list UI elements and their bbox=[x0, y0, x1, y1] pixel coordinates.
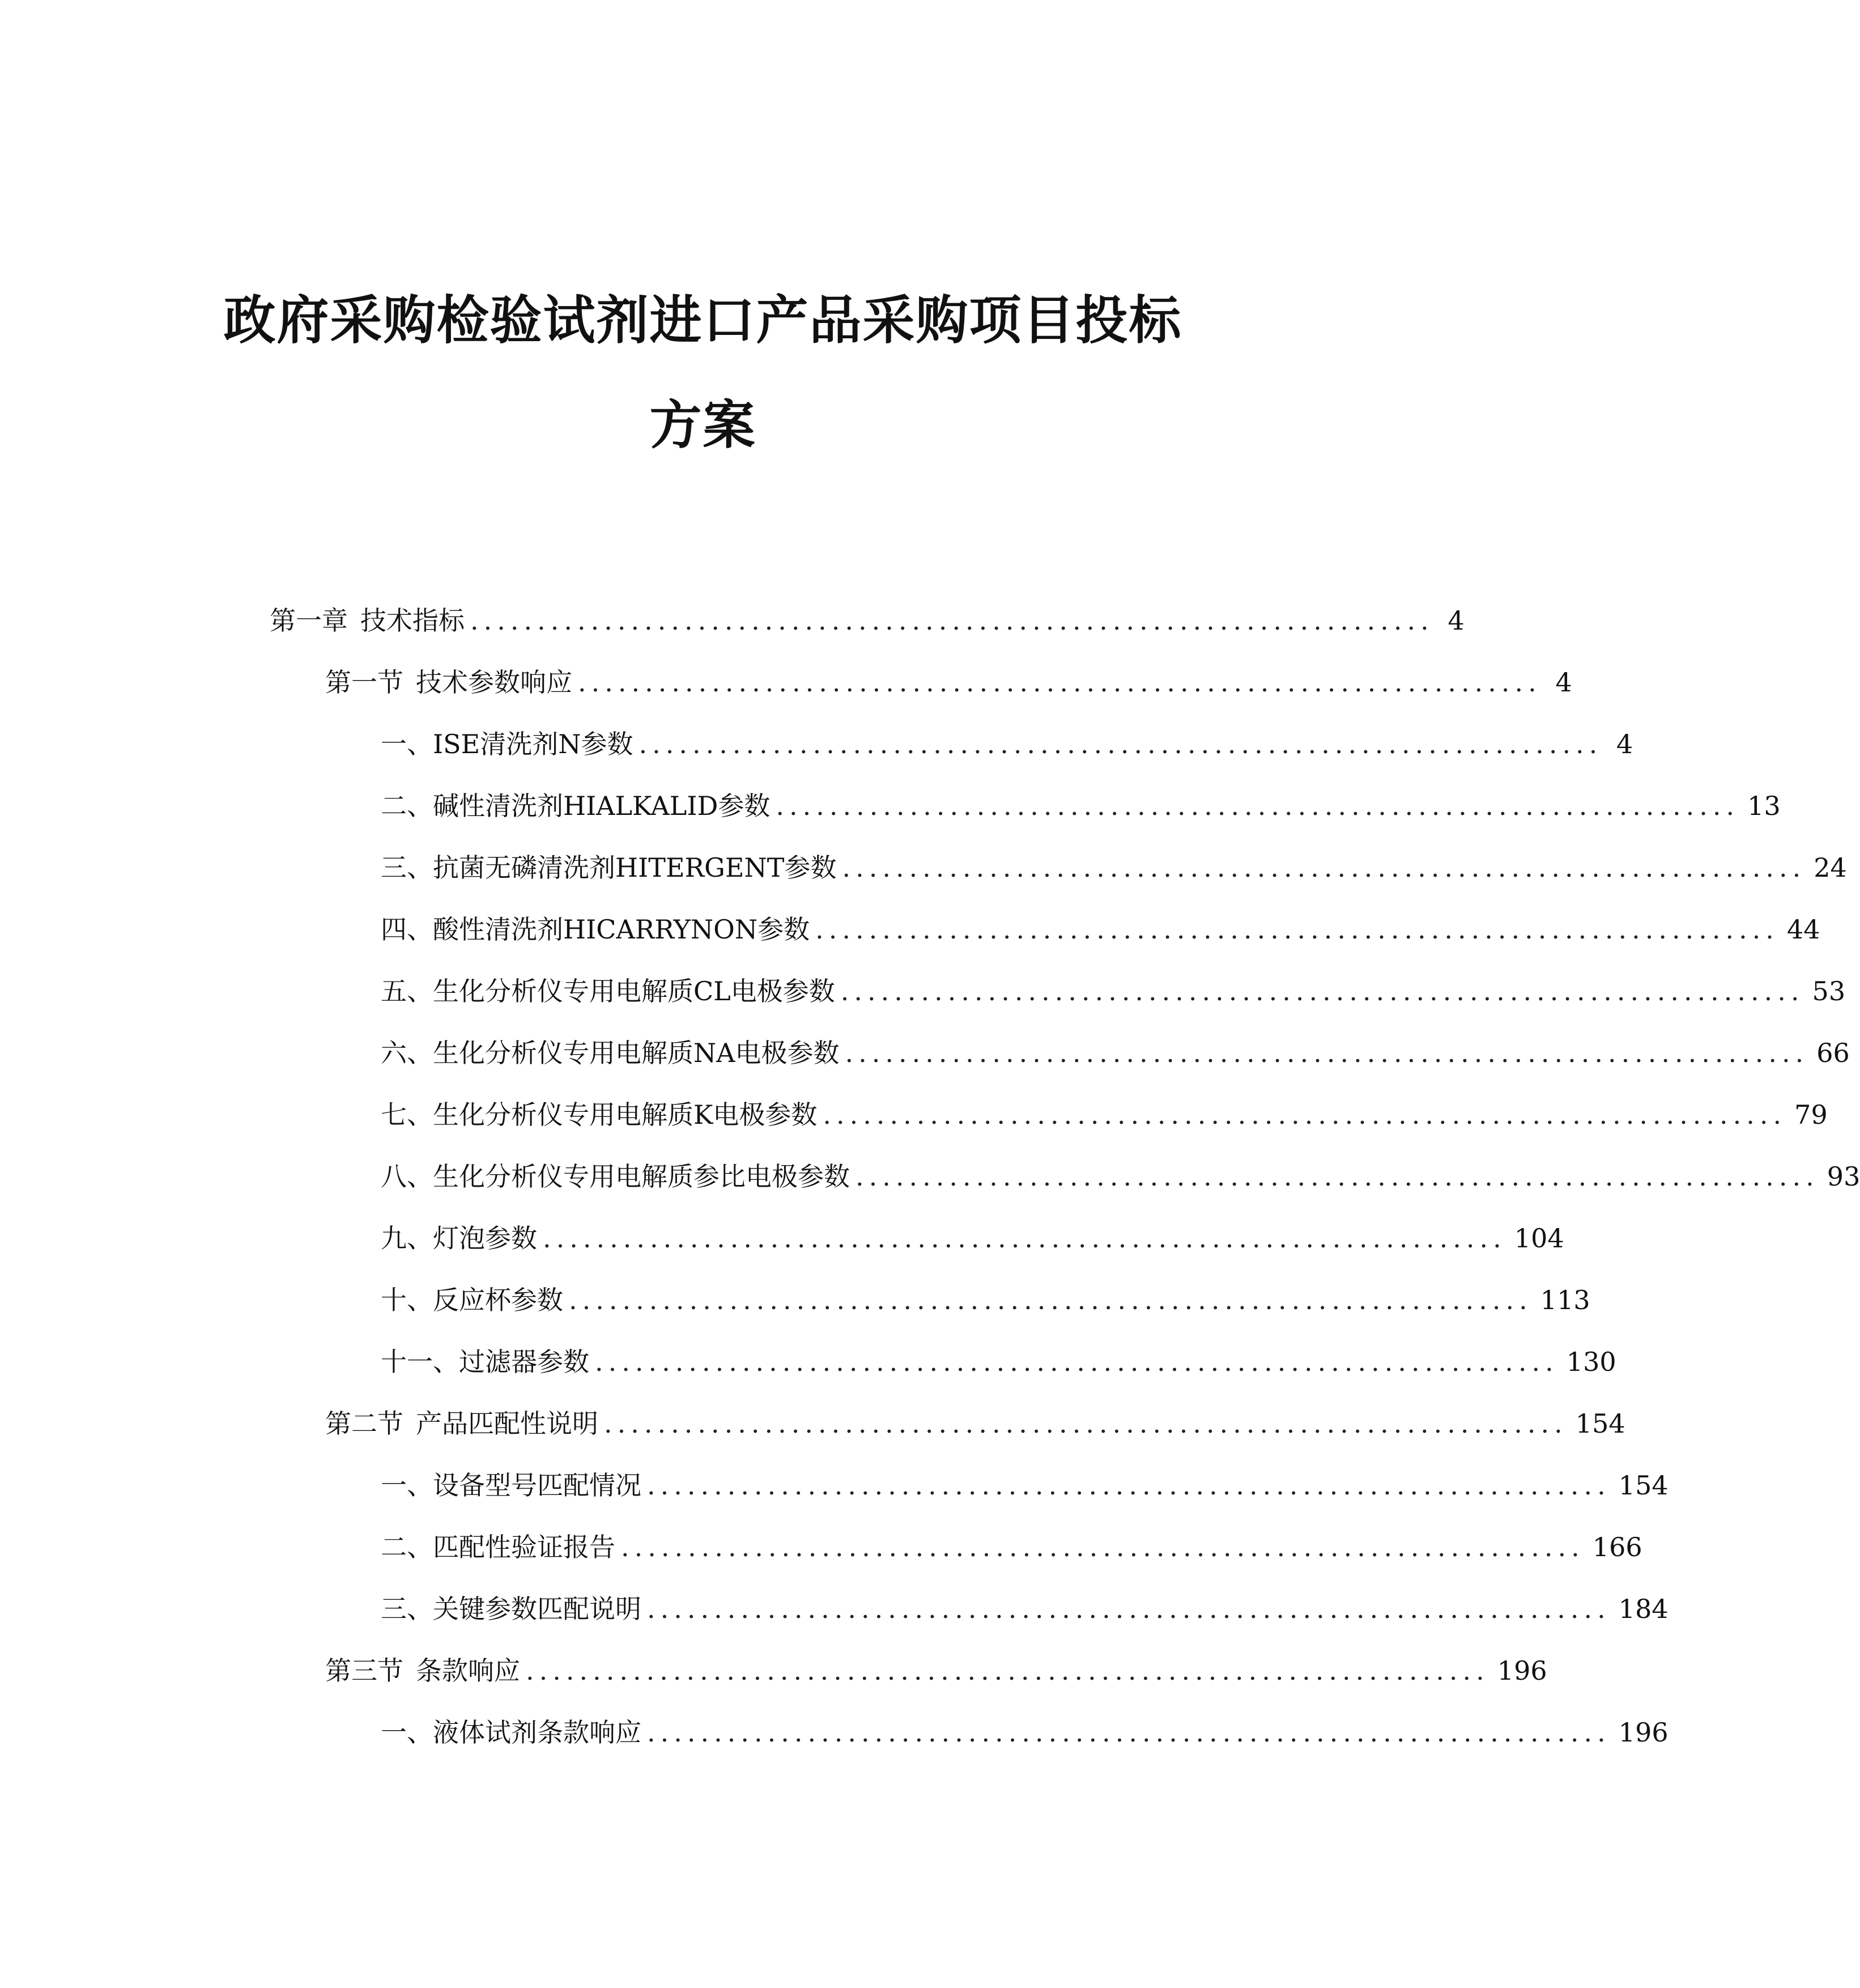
toc-entry-page: 184 bbox=[1618, 1594, 1669, 1624]
toc-entry-item[interactable] bbox=[381, 1589, 1669, 1629]
toc-dot-leader: ........................................................................ bbox=[526, 1655, 1489, 1686]
toc-entry-number: 一、 bbox=[381, 729, 433, 759]
toc-entry-item[interactable] bbox=[381, 971, 1846, 1011]
toc-entry-label: 关键参数匹配说明 bbox=[433, 1594, 641, 1624]
toc-entry-page: 104 bbox=[1514, 1223, 1564, 1254]
toc-entry-label: 灯泡参数 bbox=[433, 1223, 537, 1254]
toc-entry-page: 44 bbox=[1786, 914, 1820, 945]
toc-entry-number: 三、 bbox=[381, 852, 433, 883]
toc-entry-label: 反应杯参数 bbox=[433, 1285, 563, 1315]
toc-entry-page: 113 bbox=[1540, 1285, 1590, 1315]
toc-entry-label: 产品匹配性说明 bbox=[416, 1408, 598, 1439]
toc-entry-item[interactable] bbox=[381, 786, 1781, 826]
toc-entry-number: 第一节 bbox=[325, 667, 403, 698]
toc-entry-page: 154 bbox=[1575, 1408, 1625, 1439]
toc-entry-number: 十、 bbox=[381, 1285, 433, 1315]
toc-entry-item[interactable] bbox=[381, 1342, 1616, 1382]
toc-entry-number: 七、 bbox=[381, 1099, 433, 1130]
toc-dot-leader: ........................................................................ bbox=[639, 729, 1603, 759]
toc-entry-label: 生化分析仪专用电解质K电极参数 bbox=[433, 1099, 818, 1130]
toc-dot-leader: ........................................................................ bbox=[647, 1470, 1611, 1501]
toc-entry-item[interactable] bbox=[381, 910, 1820, 949]
toc-dot-leader: ........................................................................ bbox=[595, 1346, 1559, 1377]
toc-entry-number: 六、 bbox=[381, 1038, 433, 1068]
toc-entry-page: 166 bbox=[1592, 1532, 1642, 1562]
toc-entry-number: 二、 bbox=[381, 1532, 433, 1562]
toc-entry-number: 第二节 bbox=[325, 1408, 403, 1439]
toc-entry-page: 66 bbox=[1816, 1038, 1850, 1068]
toc-entry-page: 24 bbox=[1814, 852, 1847, 883]
toc-entry-item[interactable] bbox=[381, 1157, 1860, 1196]
toc-entry-label: 酸性清洗剂HICARRYNON参数 bbox=[433, 914, 810, 945]
toc-entry-label: 过滤器参数 bbox=[459, 1346, 589, 1377]
toc-entry-page: 13 bbox=[1747, 791, 1781, 821]
toc-dot-leader: ........................................................................ bbox=[604, 1408, 1568, 1439]
toc-entry-number: 四、 bbox=[381, 914, 433, 945]
toc-entry-number: 一、 bbox=[381, 1717, 433, 1748]
toc-entry-number: 八、 bbox=[381, 1161, 433, 1192]
toc-entry-page: 53 bbox=[1812, 976, 1846, 1006]
toc-entry-page: 196 bbox=[1497, 1655, 1547, 1686]
toc-entry-page: 196 bbox=[1618, 1717, 1669, 1748]
toc-dot-leader: ........................................................................ bbox=[845, 1038, 1809, 1068]
toc-entry-item[interactable] bbox=[381, 1280, 1590, 1320]
toc-entry-item[interactable] bbox=[381, 724, 1633, 764]
toc-entry-number: 第一章 bbox=[270, 605, 348, 636]
toc-entry-number: 二、 bbox=[381, 791, 433, 821]
toc-entry-label: 技术指标 bbox=[360, 605, 465, 636]
toc-dot-leader: ........................................................................ bbox=[569, 1285, 1533, 1315]
toc-entry-item[interactable] bbox=[381, 1465, 1669, 1505]
toc-entry-section[interactable] bbox=[325, 1651, 1547, 1690]
toc-dot-leader: ........................................................................ bbox=[842, 852, 1806, 883]
toc-entry-label: 碱性清洗剂HIALKALID参数 bbox=[433, 791, 771, 821]
toc-dot-leader: ........................................................................ bbox=[621, 1532, 1585, 1562]
toc-entry-item[interactable] bbox=[381, 1033, 1850, 1073]
toc-entry-label: 技术参数响应 bbox=[416, 667, 572, 698]
toc-entry-page: 79 bbox=[1794, 1099, 1828, 1130]
toc-entry-page: 154 bbox=[1618, 1470, 1669, 1501]
toc-entry-label: 设备型号匹配情况 bbox=[433, 1470, 641, 1501]
toc-dot-leader: ........................................................................ bbox=[543, 1223, 1506, 1254]
toc-entry-section[interactable] bbox=[325, 1404, 1625, 1443]
toc-entry-number: 第三节 bbox=[325, 1655, 403, 1686]
toc-entry-chapter[interactable] bbox=[270, 601, 1465, 640]
document-title-line-1: 政府采购检验试剂进口产品采购项目投标 bbox=[223, 290, 1182, 351]
toc-entry-item[interactable] bbox=[381, 1218, 1564, 1258]
toc-entry-number: 十一、 bbox=[381, 1346, 459, 1377]
toc-entry-label: 生化分析仪专用电解质参比电极参数 bbox=[433, 1161, 850, 1192]
toc-dot-leader: ........................................................................ bbox=[776, 791, 1740, 821]
document-title-line-2: 方案 bbox=[649, 395, 756, 456]
toc-dot-leader: ........................................................................ bbox=[578, 667, 1542, 698]
toc-dot-leader: ........................................................................ bbox=[647, 1717, 1611, 1748]
toc-entry-section[interactable] bbox=[325, 662, 1572, 702]
toc-entry-label: 液体试剂条款响应 bbox=[433, 1717, 641, 1748]
toc-entry-item[interactable] bbox=[381, 1527, 1642, 1567]
toc-entry-page: 4 bbox=[1616, 729, 1633, 759]
toc-entry-label: 条款响应 bbox=[416, 1655, 520, 1686]
toc-dot-leader: ........................................................................ bbox=[823, 1099, 1787, 1130]
toc-entry-page: 93 bbox=[1827, 1161, 1860, 1192]
toc-entry-label: 生化分析仪专用电解质CL电极参数 bbox=[433, 976, 835, 1006]
toc-entry-label: ISE清洗剂N参数 bbox=[433, 729, 633, 759]
toc-dot-leader: ........................................................................ bbox=[470, 605, 1434, 636]
toc-entry-page: 4 bbox=[1555, 667, 1572, 698]
toc-dot-leader: ........................................................................ bbox=[647, 1594, 1611, 1624]
toc-entry-item[interactable] bbox=[381, 1713, 1669, 1752]
toc-entry-item[interactable] bbox=[381, 848, 1847, 887]
toc-entry-page: 130 bbox=[1566, 1346, 1616, 1377]
toc-entry-number: 九、 bbox=[381, 1223, 433, 1254]
toc-dot-leader: ........................................................................ bbox=[840, 976, 1804, 1006]
toc-entry-label: 抗菌无磷清洗剂HITERGENT参数 bbox=[433, 852, 837, 883]
toc-entry-number: 一、 bbox=[381, 1470, 433, 1501]
toc-dot-leader: ........................................................................ bbox=[815, 914, 1779, 945]
toc-entry-item[interactable] bbox=[381, 1095, 1828, 1135]
toc-dot-leader: ........................................................................ bbox=[855, 1161, 1819, 1192]
toc-entry-number: 三、 bbox=[381, 1594, 433, 1624]
toc-entry-page: 4 bbox=[1448, 605, 1465, 636]
toc-entry-number: 五、 bbox=[381, 976, 433, 1006]
toc-entry-label: 生化分析仪专用电解质NA电极参数 bbox=[433, 1038, 840, 1068]
toc-entry-label: 匹配性验证报告 bbox=[433, 1532, 615, 1562]
